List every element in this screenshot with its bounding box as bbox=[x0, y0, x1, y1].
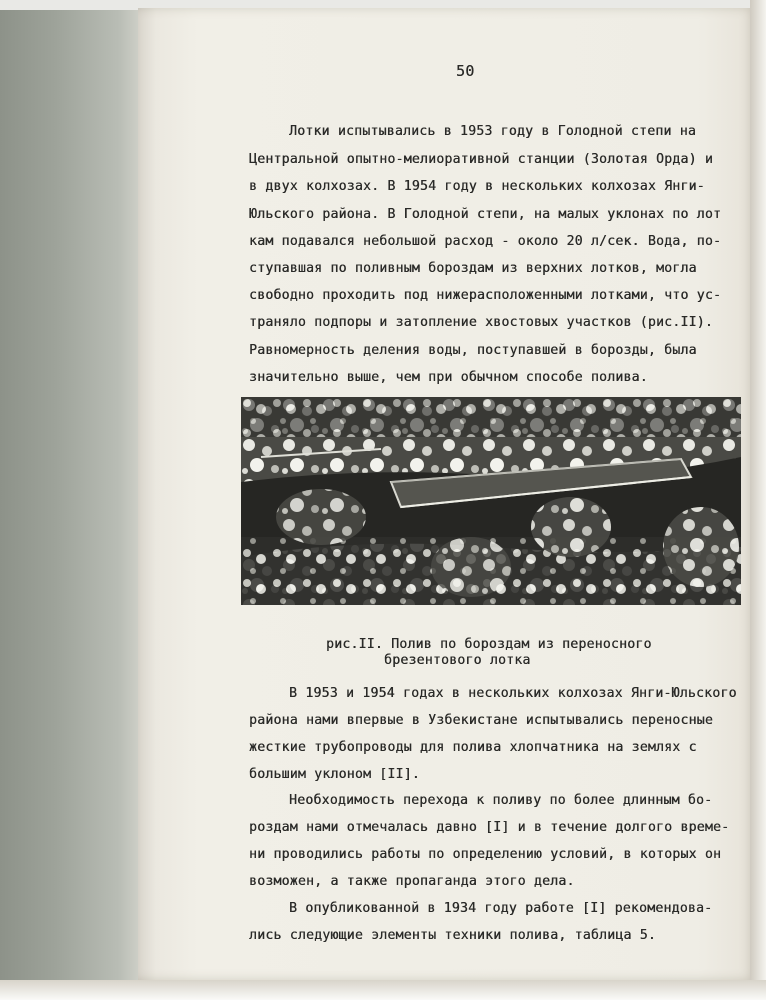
text-line: свободно проходить под нижерасположенными лотками, что ус- bbox=[249, 288, 722, 303]
text-line: Равномерность деления воды, поступавшей в борозды, была bbox=[249, 343, 697, 358]
text-line: в двух колхозах. В 1954 году в нескольких колхозах Янги- bbox=[249, 179, 705, 194]
scan-margin-left bbox=[0, 0, 140, 1000]
text-line: В опубликованной в 1934 году работе [I] рекомендова- bbox=[289, 901, 713, 916]
text-line: кам подавался небольшой расход - около 20 л/сек. Вода, по- bbox=[249, 234, 722, 249]
text-line: В 1953 и 1954 годах в нескольких колхозах Янги-Юльского bbox=[289, 686, 737, 701]
text-line: значительно выше, чем при обычном способе полива. bbox=[249, 370, 648, 385]
text-line: Лотки испытывались в 1953 году в Голодной степи на bbox=[289, 124, 696, 139]
text-line: роздам нами отмечалась давно [I] и в течение долгого време- bbox=[249, 820, 730, 835]
text-line: ступавшая по поливным бороздам из верхних лотков, могла bbox=[249, 261, 697, 276]
text-line: возможен, а также пропаганда этого дела. bbox=[249, 874, 575, 889]
page-number: 50 bbox=[456, 62, 475, 80]
text-line: большим уклоном [II]. bbox=[249, 767, 420, 782]
text-line: ни проводились работы по определению условий, в которых он bbox=[249, 847, 722, 862]
text-line: Необходимость перехода к поливу по более длинным бо- bbox=[289, 793, 713, 808]
figure-photo-canvas-flume bbox=[241, 397, 741, 605]
text-line: района нами впервые в Узбекистане испытывались переносные bbox=[249, 713, 713, 728]
figure-caption-line-1: рис.II. Полив по бороздам из переносного bbox=[326, 637, 652, 652]
text-line: лись следующие элементы техники полива, таблица 5. bbox=[249, 928, 656, 943]
text-line: Центральной опытно-мелиоративной станции (Золотая Орда) и bbox=[249, 152, 713, 167]
text-line: траняло подпоры и затопление хвостовых участков (рис.II). bbox=[249, 315, 713, 330]
text-line: Юльского района. В Голодной степи, на малых уклонах по лот bbox=[249, 207, 722, 222]
page-edge-bottom bbox=[0, 980, 766, 1000]
figure-caption-line-2: брезентового лотка bbox=[384, 653, 531, 668]
page-edge-right bbox=[750, 0, 766, 1000]
text-line: жесткие трубопроводы для полива хлопчатника на землях с bbox=[249, 740, 697, 755]
